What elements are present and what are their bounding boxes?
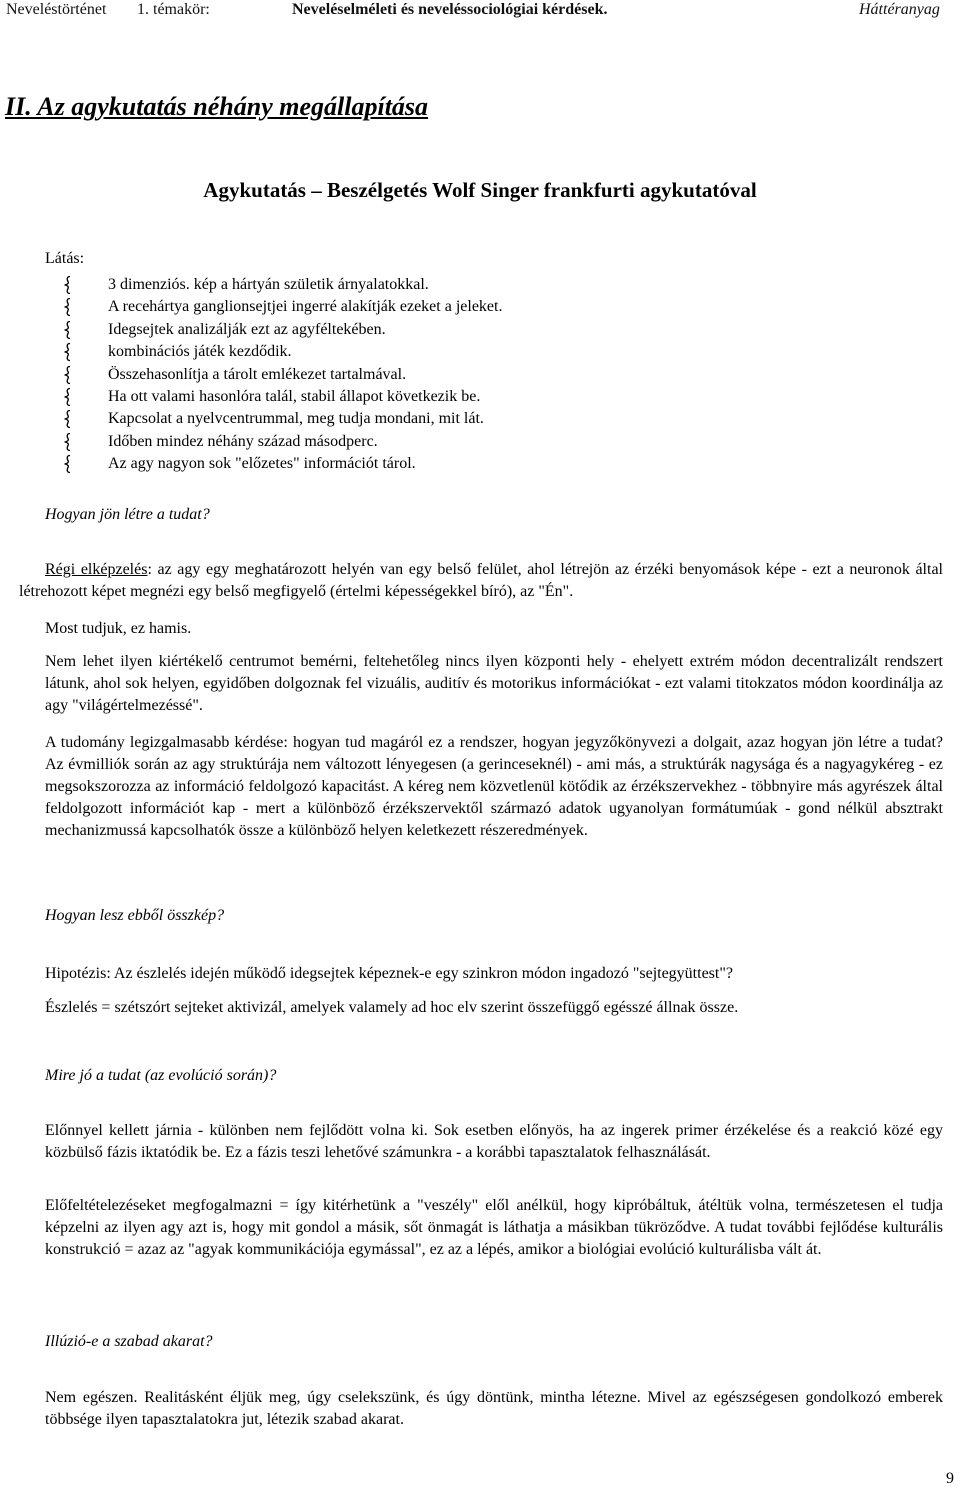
bullet-text: A recehártya ganglionsejtjei ingerré alakítják ezeket a jeleket. (108, 298, 503, 316)
bullet-text: Idegsejtek analizálják ezt az agyféltekében. (108, 320, 386, 338)
scroll-bullet-icon (62, 432, 74, 452)
page-number: 9 (946, 1470, 954, 1487)
paragraph: Hipotézis: Az észlelés idején működő idegsejtek képeznek-e egy szinkron módon ingadozó "sejtegyüttest"? (45, 965, 733, 982)
header-course: Neveléstörténet (6, 1, 107, 18)
paragraph: Most tudjuk, ez hamis. (45, 620, 192, 637)
scroll-bullet-icon (62, 365, 74, 385)
question-heading: Hogyan jön létre a tudat? (45, 506, 210, 523)
scroll-bullet-icon (62, 387, 74, 407)
scroll-bullet-icon (62, 342, 74, 362)
paragraph: A tudomány legizgalmasabb kérdése: hogyan tud magáról ez a rendszer, hogyan jegyzőkönyvezi a dolgait, azaz hogyan jön létre a tudat? Az évmilliók során az agy struktúrája nem változott lényegesen (a gerinceseknél) - ami más, a struktúrák nagysága és a nagyagykéreg - ez megsokszorozza az információ feldolgozó kapacitást. A kéreg nem közvetlenül kötődik az érzékszervekhez - többnyire más agyrészek által feldolgozott információt kap - mert a különböző érzékszervektől származó adatok ugyanolyan formátumúak - gond nélkül absztrakt mechanizmussá kapcsolhatók össze a különböző helyen keletkezett részeredmények. (45, 734, 943, 839)
bullet-text: 3 dimenziós. kép a hártyán születik árnyalatokkal. (108, 276, 429, 293)
bullet-text: kombinációs játék kezdődik. (108, 343, 292, 361)
question-heading: Mire jó a tudat (az evolúció során)? (45, 1067, 277, 1084)
header-topic-label: 1. témakör: (137, 1, 210, 18)
paragraph-text: : az agy egy meghatározott helyén van egy belső felület, ahol létrejön az érzéki benyomások képe - ezt a neuronok által létrehozott képet megnézi egy belső megfigyelő (értelmi képességekkel bíró), az "Én". (19, 561, 943, 600)
question-heading: Illúzió-e a szabad akarat? (45, 1333, 213, 1350)
question-heading: Hogyan lesz ebből összkép? (45, 907, 225, 924)
bullet-text: Időben mindez néhány század másodperc. (108, 432, 378, 450)
scroll-bullet-icon (62, 297, 74, 317)
section-title: II. Az agykutatás néhány megállapítása (5, 92, 429, 121)
article-subtitle: Agykutatás – Beszélgetés Wolf Singer frankfurti agykutatóval (203, 178, 757, 202)
paragraph: Előfeltételezéseket megfogalmazni = így kitérhetünk a "veszély" elől anélkül, hogy kipróbáltuk, átéltük volna, természetesen el tudja képzelni az ilyen agy azt is, hogy mit gondol a másik, sőt önmagát is láthatja a másikban tükröződve. A tudat további fejlődése kulturális konstrukció = azaz az "agyak kommunikációja egymással", ez az a lépés, amikor a biológiai evolúció kulturálisba vált át. (45, 1197, 943, 1258)
bullet-text: Kapcsolat a nyelvcentrummal, meg tudja mondani, mit lát. (108, 410, 484, 428)
scroll-bullet-icon (62, 454, 74, 474)
scroll-bullet-icon (62, 320, 74, 340)
paragraph: Nem lehet ilyen kiértékelő centrumot bemérni, feltehetőleg nincs ilyen központi hely - ehelyett extrém módon decentralizált rendszert látunk, ahol sok helyen, egyidőben dolgoznak fel vizuális, auditív és motorikus információkat - ezt valami titokzatos módon koordinálja az agy "világértelmezéssé". (45, 653, 943, 714)
bullet-text: Ha ott valami hasonlóra talál, stabil állapot következik be. (108, 387, 481, 405)
scroll-bullet-icon (62, 275, 74, 295)
header-topic-title: Neveléselméleti és neveléssociológiai kérdések. (292, 1, 608, 18)
scroll-bullet-icon (62, 409, 74, 429)
paragraph: Előnnyel kellett járnia - különben nem fejlődött volna ki. Sok esetben előnyös, ha az ingerek primer érzékelése és a reakció közé egy közbülső fázis iktatódik be. Ez a fázis teszi lehetővé számunkra - a korábbi tapasztalatok felhasználását. (45, 1122, 943, 1161)
bullet-text: Összehasonlítja a tárolt emlékezet tartalmával. (108, 365, 407, 383)
header-section-type: Háttéranyag (859, 1, 940, 18)
paragraph-regi-elkepzeles (19, 559, 943, 603)
bullet-text: Az agy nagyon sok "előzetes" információt tárol. (108, 455, 416, 473)
paragraph: Nem egészen. Realitásként éljük meg, úgy cselekszünk, és úgy döntünk, mintha létezne. Mivel az egészségesen gondolkozó emberek többsége ilyen tapasztalatokra jut, létezik szabad akarat. (45, 1389, 943, 1428)
paragraph: Észlelés = szétszórt sejteket aktivizál, amelyek valamely ad hoc elv szerint összefüggő egésszé állnak össze. (45, 999, 739, 1016)
underlined-term: Régi elképzelés (45, 561, 148, 578)
latas-label: Látás: (45, 250, 85, 267)
